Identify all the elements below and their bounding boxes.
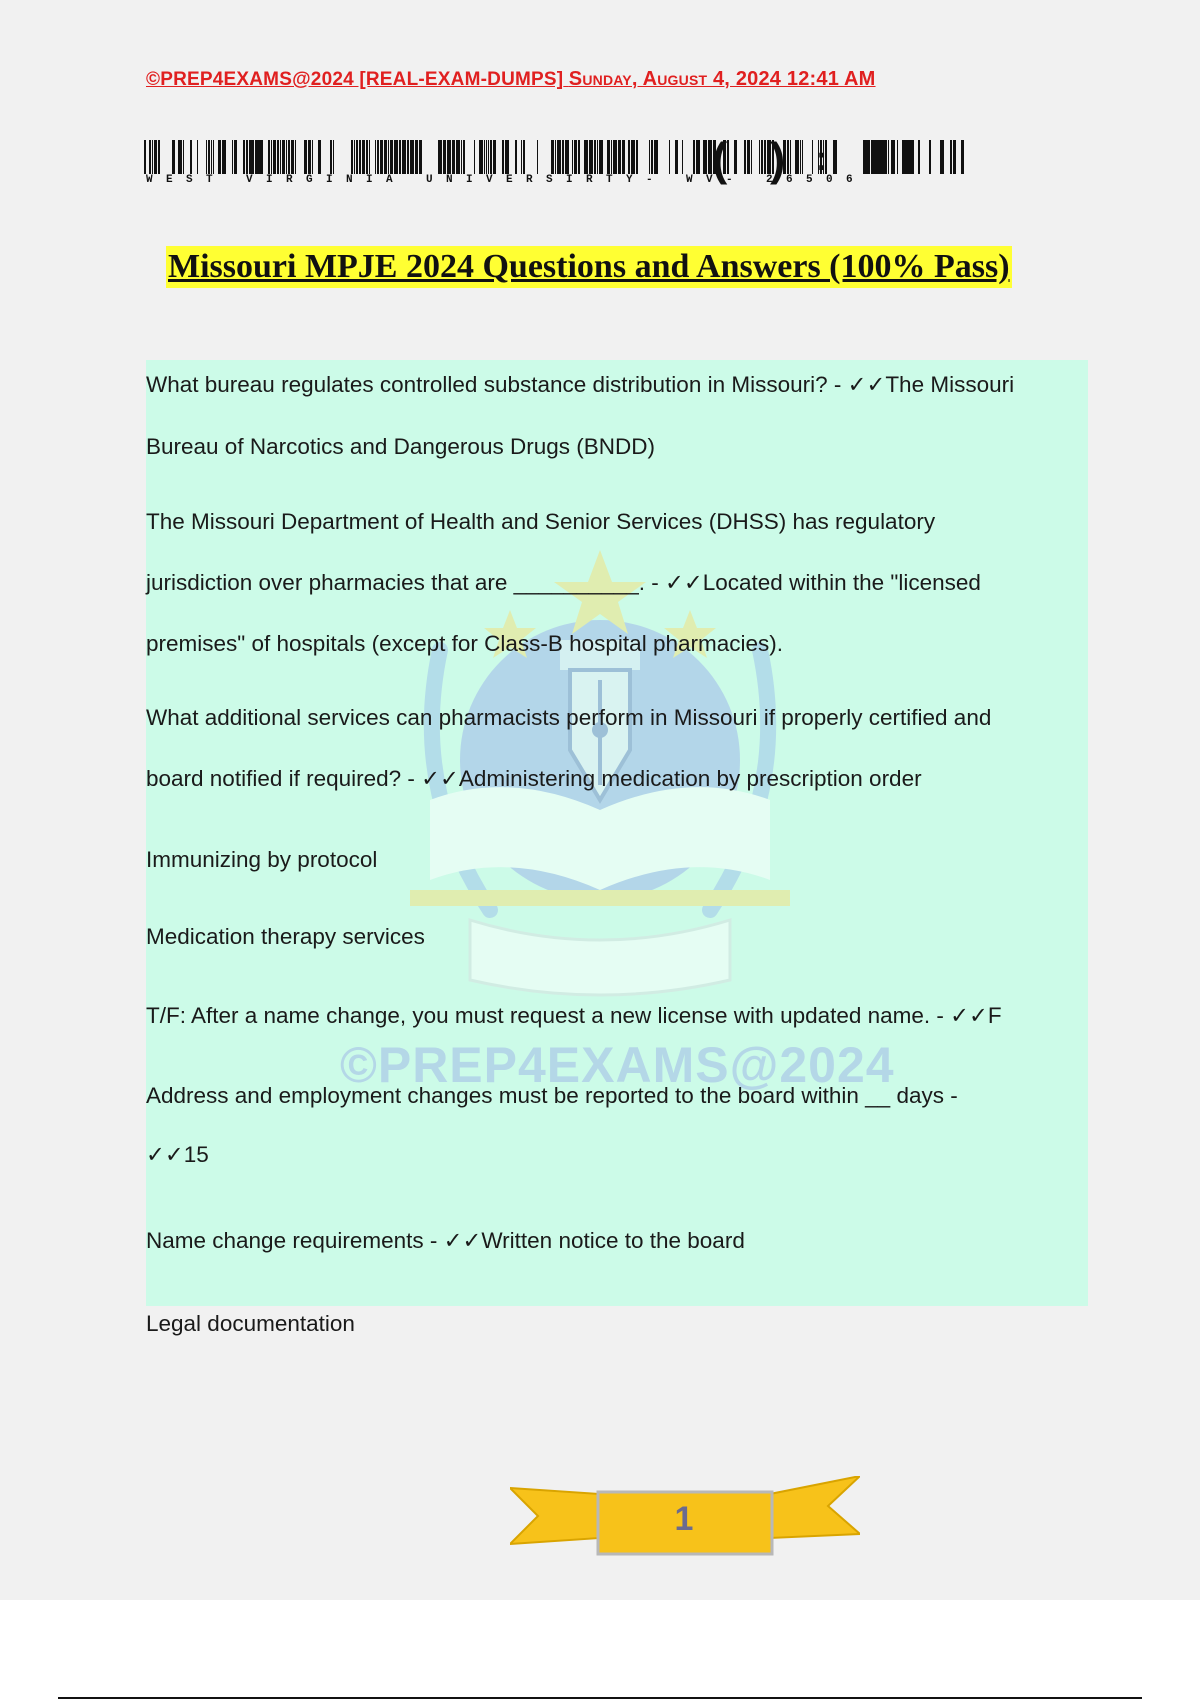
qa-line: What bureau regulates controlled substance distribution in Missouri? - ✓✓The Missouri bbox=[146, 372, 1015, 397]
qa-line: jurisdiction over pharmacies that are __________. - ✓✓Located within the "licensed bbox=[146, 570, 981, 595]
document-title: Missouri MPJE 2024 Questions and Answers (100% Pass) bbox=[166, 246, 1012, 288]
qa-line: premises" of hospitals (except for Class-B hospital pharmacies). bbox=[146, 631, 783, 656]
qa-line: Immunizing by protocol bbox=[146, 847, 378, 872]
qa-line: board notified if required? - ✓✓Administering medication by prescription order bbox=[146, 766, 922, 791]
qa-line: Medication therapy services bbox=[146, 924, 425, 949]
header-brand-line bbox=[146, 68, 876, 91]
watermark-text: ©PREP4EXAMS@2024 bbox=[340, 1037, 895, 1093]
qa-line: What additional services can pharmacists perform in Missouri if properly certified and bbox=[146, 705, 992, 730]
qa-line: Legal documentation bbox=[146, 1311, 355, 1336]
qa-line: Bureau of Narcotics and Dangerous Drugs (BNDD) bbox=[146, 434, 655, 459]
barcode-colon: : bbox=[816, 140, 828, 178]
header-datetime: Sunday, August 4, 2024 12:41 AM bbox=[568, 68, 876, 90]
next-page-edge bbox=[58, 1697, 1142, 1699]
page-number: 1 bbox=[674, 1500, 694, 1538]
qa-line: T/F: After a name change, you must request a new license with updated name. - ✓✓F bbox=[146, 1003, 1002, 1028]
barcode-paren-close: ) bbox=[770, 133, 786, 185]
barcode-paren-open: ( bbox=[712, 133, 728, 185]
page-gap bbox=[0, 1600, 1200, 1700]
qa-line: ✓✓15 bbox=[146, 1142, 209, 1167]
qa-line: Address and employment changes must be reported to the board within __ days - bbox=[146, 1083, 958, 1108]
barcode-caption: WEST VIRGINIA UNIVERSIRTY- WV- 26506 bbox=[146, 174, 867, 186]
qa-line: The Missouri Department of Health and Senior Services (DHSS) has regulatory bbox=[146, 509, 936, 534]
header-brand: ©PREP4EXAMS@2024 [REAL-EXAM-DUMPS] bbox=[146, 69, 564, 90]
qa-line: Name change requirements - ✓✓Written notice to the board bbox=[146, 1228, 745, 1253]
